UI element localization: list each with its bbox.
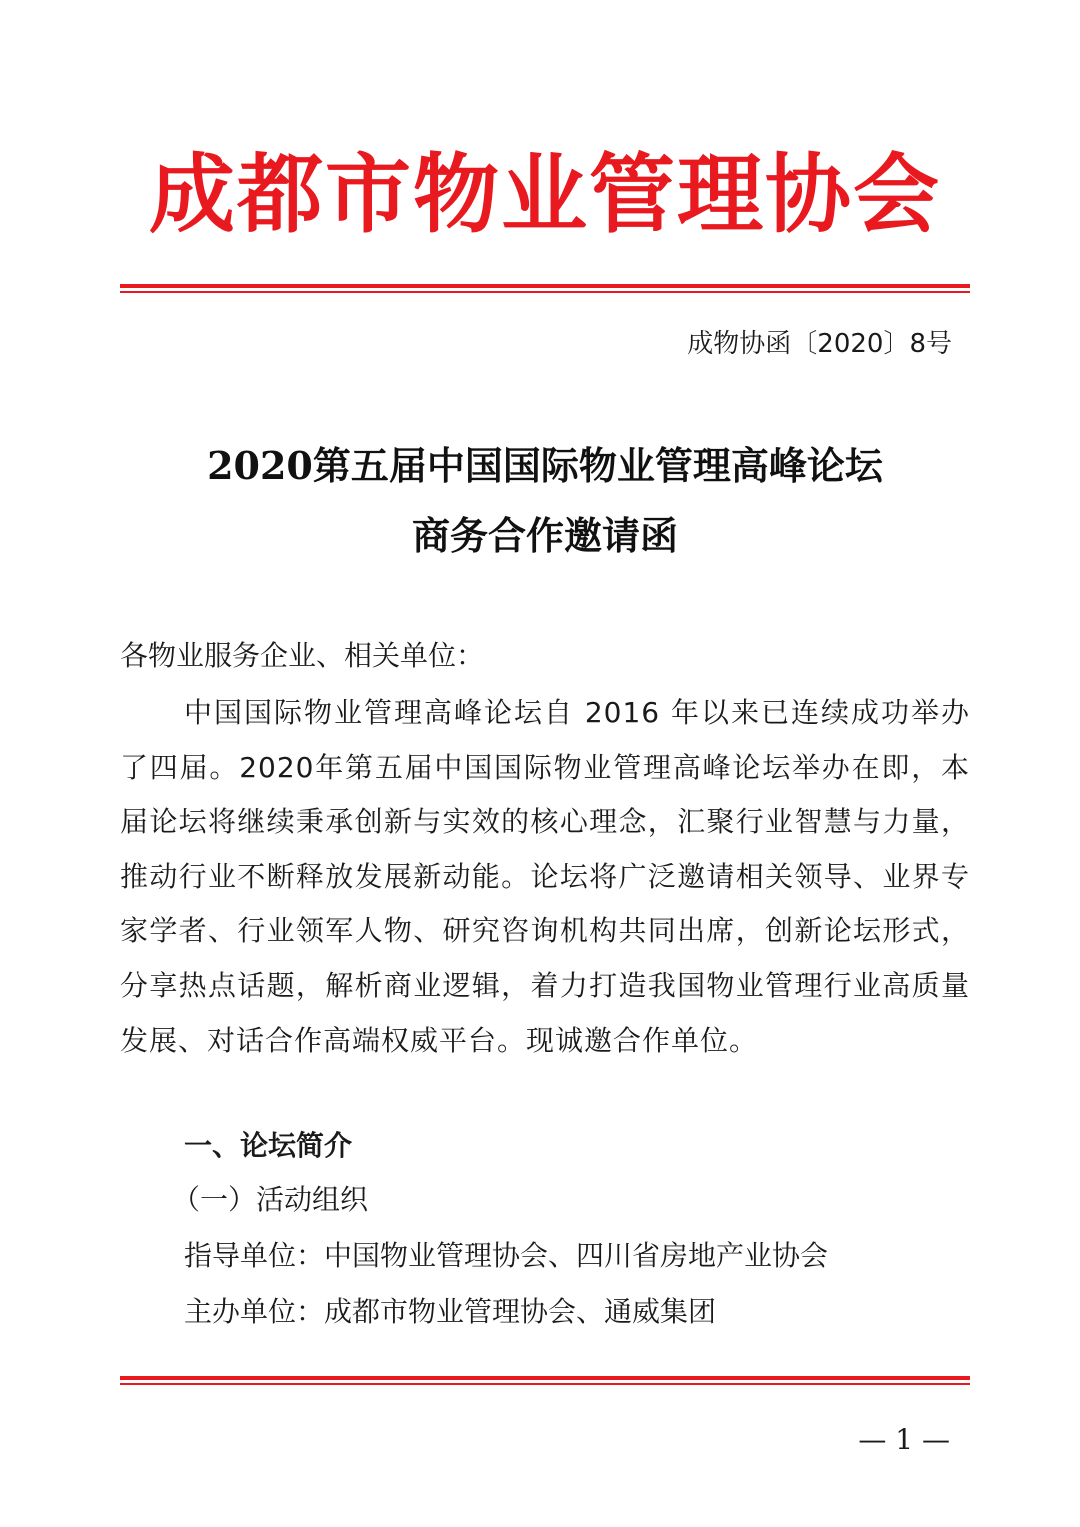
host-unit: 主办单位：成都市物业管理协会、通威集团 <box>184 1295 717 1328</box>
subsection-heading: （一）活动组织 <box>172 1183 369 1216</box>
page-number: — 1 — <box>858 1423 950 1456</box>
salutation: 各物业服务企业、相关单位： <box>120 639 485 672</box>
title-line-2: 商务合作邀请函 <box>411 513 678 558</box>
title-line-1: 2020第五届中国国际物业管理高峰论坛 <box>207 443 883 488</box>
body-paragraph: 中国国际物业管理高峰论坛自 2016 年以来已连续成功举办了四届。2020年第五届中国国际物业管理高峰论坛举办在即，本届论坛将继续秉承创新与实效的核心理念，汇聚行业智慧与力量，推动行业不断释放发展新动能。论坛将广泛邀请相关领导、业界专家学者、行业领军人物、研究咨询机构共同出席，创新论坛形式，分享热点话题，解析商业逻辑，着力打造我国物业管理行业高质量发展、对话合作高端权威平台。现诚邀合作单位。 <box>120 696 970 1057</box>
guiding-unit: 指导单位：中国物业管理协会、四川省房地产业协会 <box>184 1239 829 1272</box>
footer-divider <box>120 1376 970 1385</box>
document-number: 成物协函〔2020〕8号 <box>687 329 952 359</box>
header-divider <box>120 284 970 293</box>
organization-name: 成都市物业管理协会 <box>149 144 941 245</box>
section-heading: 一、论坛简介 <box>184 1129 353 1162</box>
